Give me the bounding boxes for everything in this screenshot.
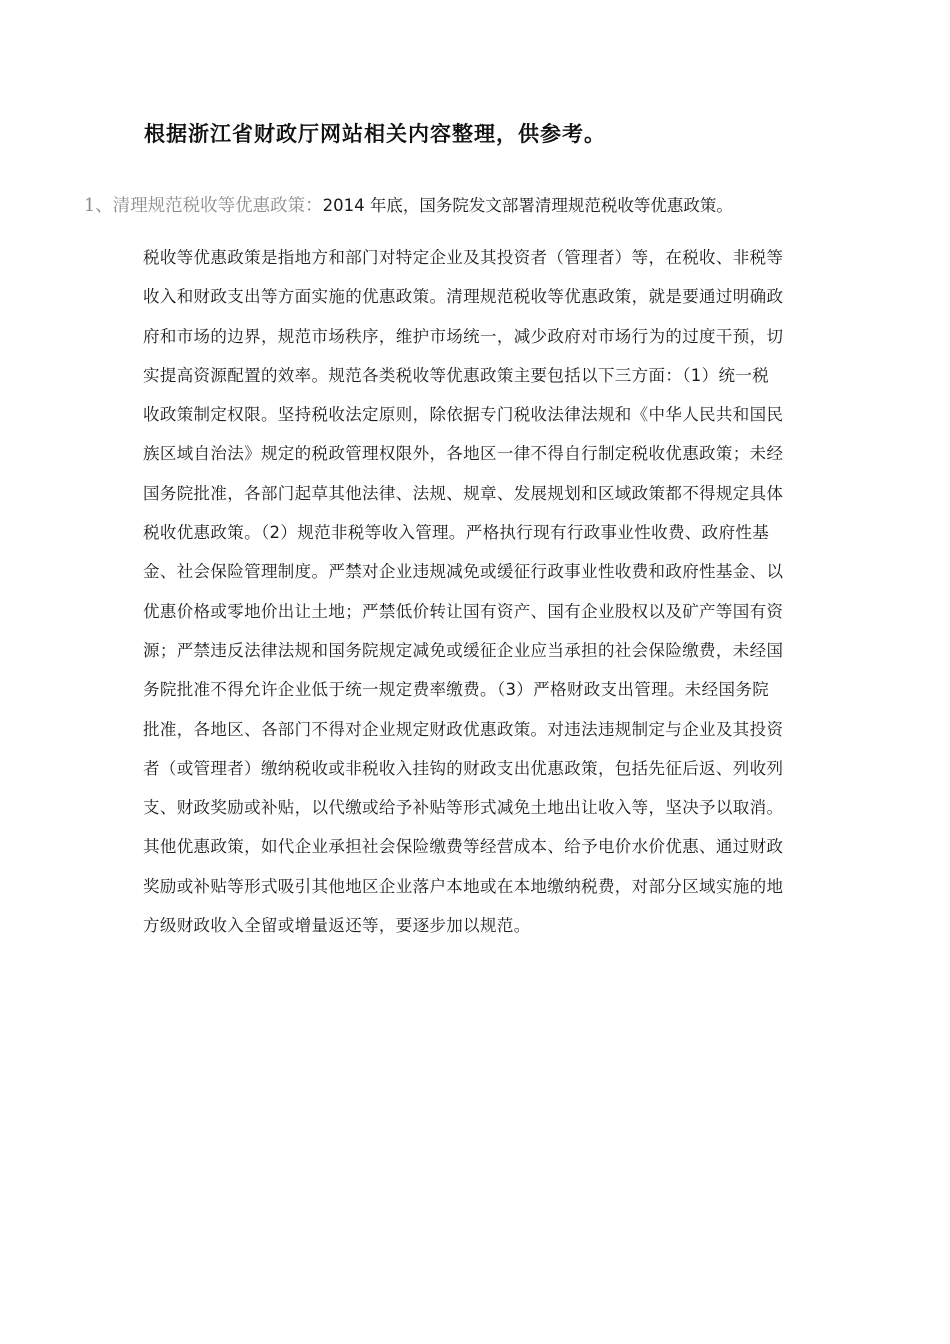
body-line: 源；严禁违反法律法规和国务院规定减免或缓征企业应当承担的社会保险缴费，未经国	[143, 640, 784, 660]
body-line: 收入和财政支出等方面实施的优惠政策。清理规范税收等优惠政策，就是要通过明确政	[143, 287, 784, 307]
body-line: 税收等优惠政策是指地方和部门对特定企业及其投资者（管理者）等，在税收、非税等	[143, 248, 784, 267]
body-line: 金、社会保险管理制度。严禁对企业违规减免或缓征行政事业性收费和政府性基金、以	[143, 562, 784, 582]
section-heading	[84, 192, 733, 217]
section-number: 1、	[84, 196, 113, 216]
section-description: 2014 年底，国务院发文部署清理规范税收等优惠政策。	[322, 196, 733, 215]
document-title: 根据浙江省财政厅网站相关内容整理，供参考。	[144, 122, 606, 146]
body-line: 其他优惠政策，如代企业承担社会保险缴费等经营成本、给予电价水价优惠、通过财政	[143, 837, 784, 857]
body-line: 方级财政收入全留或增量返还等，要逐步加以规范。	[143, 916, 531, 936]
body-line: 优惠价格或零地价出让土地；严禁低价转让国有资产、国有企业股权以及矿产等国有资	[143, 601, 784, 621]
body-line: 税收优惠政策。（2）规范非税等收入管理。严格执行现有行政事业性收费、政府性基	[143, 523, 770, 543]
body-line: 者（或管理者）缴纳税收或非税收入挂钩的财政支出优惠政策，包括先征后返、列收列	[143, 758, 784, 778]
section-topic: 清理规范税收等优惠政策：	[112, 196, 323, 216]
body-paragraph	[143, 238, 873, 945]
body-line: 府和市场的边界，规范市场秩序，维护市场统一，减少政府对市场行为的过度干预，切	[143, 326, 784, 346]
body-line: 支、财政奖励或补贴，以代缴或给予补贴等形式减免土地出让收入等，坚决予以取消。	[143, 798, 784, 818]
body-line: 族区域自治法》规定的税政管理权限外，各地区一律不得自行制定税收优惠政策；未经	[143, 444, 784, 464]
body-line: 实提高资源配置的效率。规范各类税收等优惠政策主要包括以下三方面：（1）统一税	[143, 365, 770, 385]
body-line: 务院批准不得允许企业低于统一规定费率缴费。（3）严格财政支出管理。未经国务院	[143, 680, 770, 700]
body-line: 国务院批准，各部门起草其他法律、法规、规章、发展规划和区域政策都不得规定具体	[143, 483, 784, 503]
body-line: 收政策制定权限。坚持税收法定原则，除依据专门税收法律法规和《中华人民共和国民	[143, 405, 784, 425]
body-line: 批准，各地区、各部门不得对企业规定财政优惠政策。对违法违规制定与企业及其投资	[143, 719, 784, 739]
body-line: 奖励或补贴等形式吸引其他地区企业落户本地或在本地缴纳税费，对部分区域实施的地	[143, 876, 784, 896]
